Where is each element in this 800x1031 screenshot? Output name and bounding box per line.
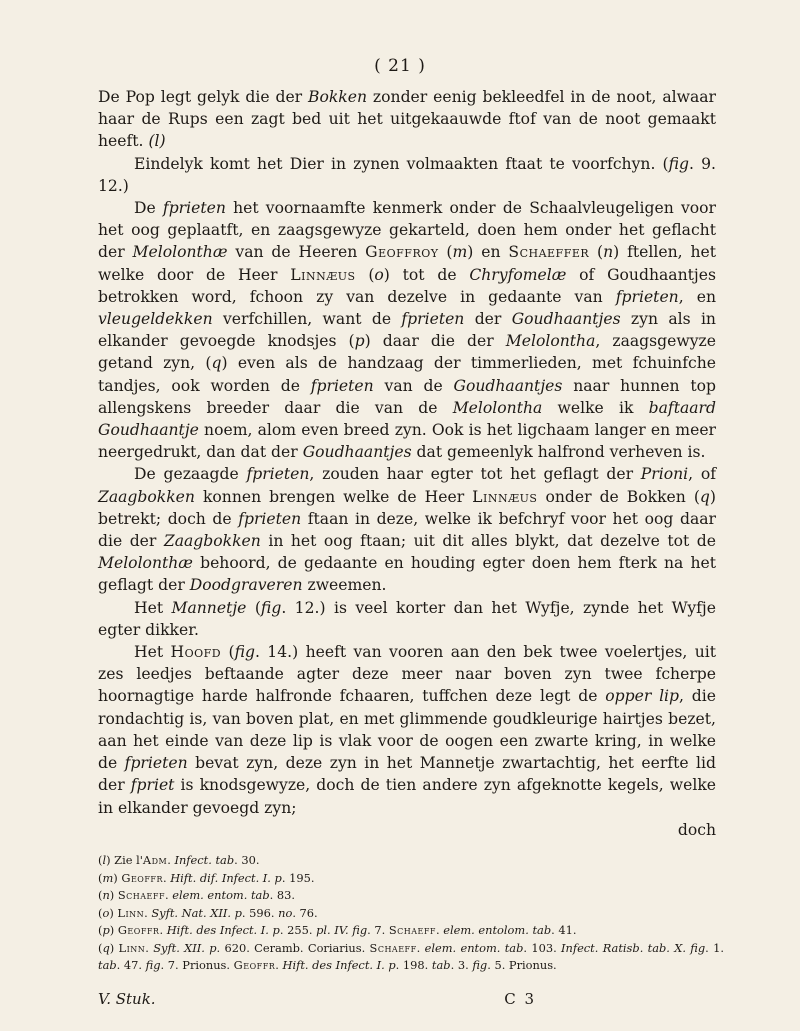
- body-text: [98, 86, 716, 841]
- volume-signature: V. Stuk.: [98, 990, 156, 1008]
- paragraph: De fprieten het voornaamfte kenmerk onder de Schaalvleugeligen voor het oog geplaatft, en zaagsgewyze gekarteld, doen hem onder het geflacht der Melolonthæ van de Heeren Geoffroy (m) en Schaeffer (n) ftellen, het welke door de Heer Linnæus (o) tot de Chryfomelæ of Goudhaantjes betrokken word, fchoon zy van dezelve in gedaante van fprieten, en vleugeldekken verfchillen, want de fprieten der Goudhaantjes zyn als in elkander gevoegde knodsjes (p) daar die der Melolontha, zaagsgewyze getand zyn, (q) even als de handzaag der timmerlieden, met fchuinfche tandjes, ook worden de fprieten van de Goudhaantjes naar hunnen top allengskens breeder daar die van de Melolontha welke ik baftaard Goudhaantje noem, alom even breed zyn. Ook is het ligchaam langer en meer neergedrukt, dan dat der Goudhaantjes dat gemeenlyk halfrond verheven is.: [98, 199, 716, 462]
- footnote: (n) Schaeff. elem. entom. tab. 83.: [98, 888, 295, 902]
- gathering-signature: C 3: [504, 990, 536, 1008]
- footnote: (l) Zie l'Adm. Infect. tab. 30.: [98, 853, 260, 867]
- paragraph: De gezaagde fprieten, zouden haar egter tot het geflagt der Prioni, of Zaagbokken konnen brengen welke de Heer Linnæus onder de Bokken (q) betrekt; doch de fprieten ftaan in deze, welke ik befchryf voor het oog daar die der Zaagbokken in het oog ftaan; uit dit alles blykt, dat dezelve tot de Melolonthæ behoord, de gedaante en houding egter doen hem fterk na het geflagt der Doodgraveren zweemen.: [98, 465, 717, 595]
- footnote: (q) Linn. Syft. XII. p. 620. Ceramb. Coriarius. Schaeff. elem. entom. tab. 103. Infect. Ratisb. tab. X. fig. 1. tab. 47. fig. 7. Prionus. Geoffr. Hift. des Infect. I. p. 198. tab. 3. fig. 5. Prionus.: [98, 940, 724, 972]
- paragraph: Het Hoofd (fig. 14.) heeft van vooren aan den bek twee voelertjes, uit zes leedjes beftaande agter deze meer naar boven zyn twee fcherpe hoornagtige harde halfronde fchaaren, tuffchen deze legt de opper lip, die rondachtig is, van boven plat, en met glimmende goudkleurige hairtjes bezet, aan het einde van deze lip is vlak voor de oogen een zwarte kring, in welke de fprieten bevat zyn, deze zyn in het Mannetje zwartachtig, het eerfte lid der fpriet is knodsgewyze, doch de tien andere zyn afgeknotte kegels, welke in elkander gevoegd zyn;: [98, 643, 717, 817]
- footnotes: [98, 852, 724, 975]
- page-number: ( 21 ): [374, 56, 426, 76]
- footnote: (m) Geoffr. Hift. dif. Infect. I. p. 195.: [98, 870, 315, 885]
- signature-line: [98, 990, 716, 1008]
- catchword-last: doch: [677, 820, 716, 839]
- paragraph: Eindelyk komt het Dier in zynen volmaakten ftaat te voorfchyn. (fig. 9. 12.): [98, 154, 716, 195]
- footnote: (o) Linn. Syft. Nat. XII. p. 596. no. 76.: [98, 905, 318, 920]
- paragraph: De Pop legt gelyk die der Bokken zonder eenig bekleedfel in de noot, alwaar haar de Rups een zagt bed uit het uitgekaauwde ftof van de noot gemaakt heeft. (l): [98, 88, 716, 151]
- paragraph: Het Mannetje (fig. 12.) is veel korter dan het Wyfje, zynde het Wyfje egter dikker.: [98, 598, 716, 639]
- footnote: (p) Geoffr. Hift. des Infect. I. p. 255. pl. IV. fig. 7. Schaeff. elem. entolom. tab. 41.: [98, 923, 577, 937]
